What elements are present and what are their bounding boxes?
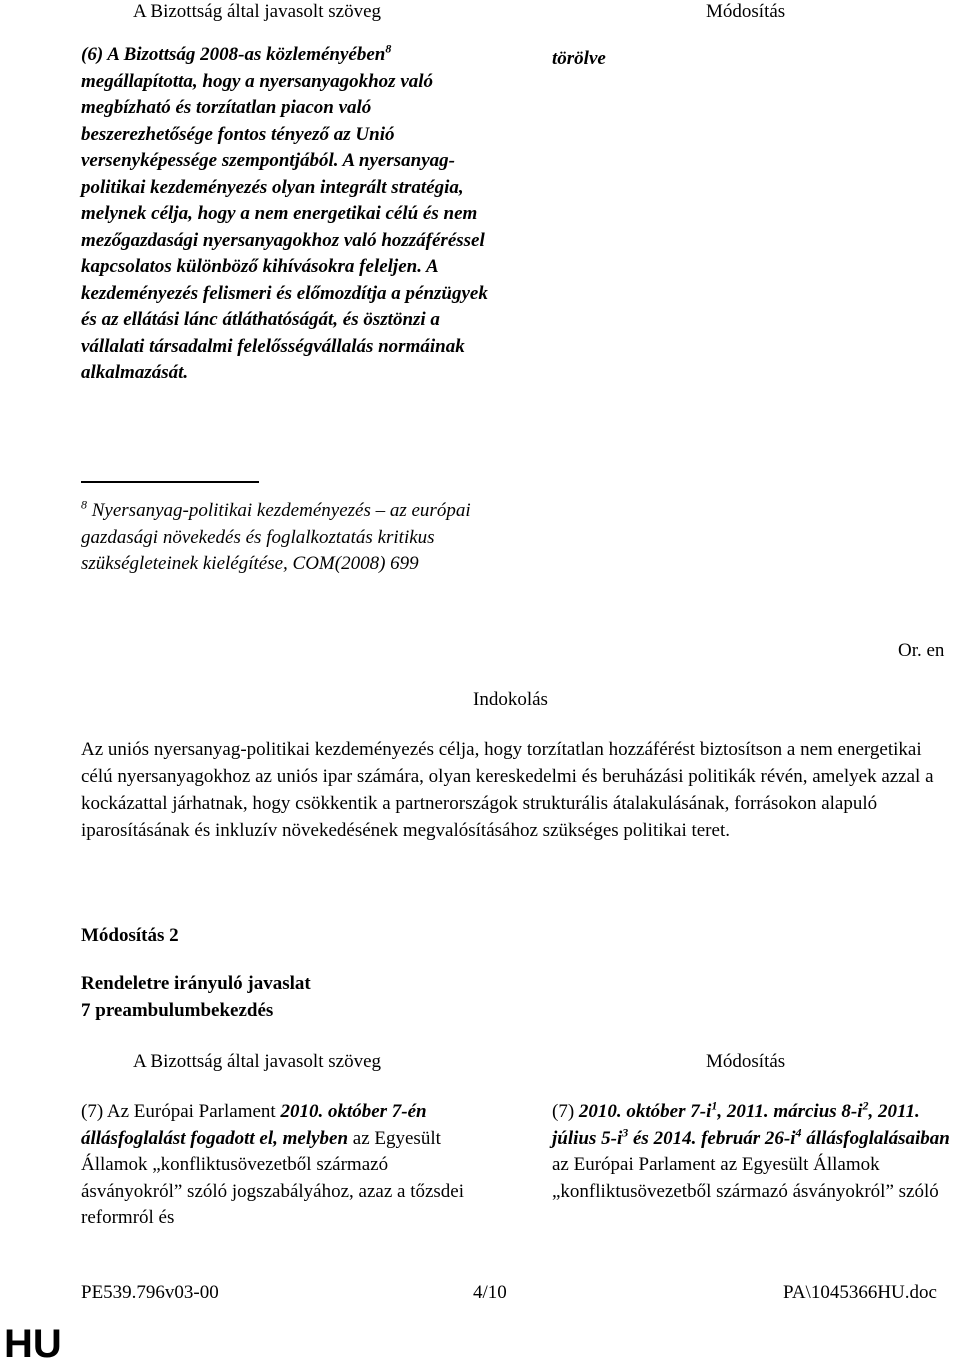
original-language: Or. en [898,640,945,661]
justification-text: Az uniós nyersanyag-politikai kezdeményezés célja, hogy torzítatlan hozzáférést biztosítson a nem energetikai célú nyersanyagokhoz az uniós ipar számára, olyan kereskedelmi és beruházási politikák révén, amelyek azzal a kockázattal járhatnak, hogy csökkentik a partnerországok strukturális átalakulásának, forrásokon alapuló iparosításának és inkluzív növekedésének megvalósításához szükséges politikai teret. [81,739,934,841]
right2-p2: 2010. október 7-i [578,1101,712,1122]
footer-page-number: 4/10 [473,1282,507,1303]
footnote-ref-8: 8 [385,41,392,56]
right2-p8: 2014. február 26-i [653,1127,796,1149]
justification-title: Indokolás [473,689,548,710]
right2-s4: 4 [795,1125,802,1140]
left-text-cont: megállapította, hogy a nyersanyagokhoz való megbízható és torzítatlan piacon való beszerezhetősége fontos tényező az Unió versenyképessége szempontjából. A nyersanyag-politikai kezdeményezés olyan integrált stratégia, melynek célja, hogy a nem energetikai célú és nem mezőgazdasági nyersanyagokhoz való hozzáféréssel kapcsolatos különböző kihívásokra feleljen. A kezdeményezés felismeri és előmozdítja a pénzügyek és az ellátási lánc átláthatóságát, és ösztönzi a vállalati társadalmi felelősségvállalás normáinak alkalmazását. [81,70,488,383]
right2-p5: , [868,1101,879,1122]
left2-p2: 2010. október 7-én állásfoglalást fogadott el, melyben [81,1101,427,1149]
table2-header-right: Módosítás [706,1051,786,1072]
left2-p1: (7) Az Európai Parlament [81,1101,281,1122]
table2-left-text [81,1099,491,1232]
amendment-recital: 7 preambulumbekezdés [81,1000,274,1021]
footnote-number: 8 [81,497,87,512]
footer-language-code: HU [4,1322,62,1366]
right2-s3: 3 [622,1125,629,1140]
right2-p10: állásfoglalásaiban [806,1127,950,1149]
amendment-title: Módosítás 2 [81,925,179,946]
table2-header-left: A Bizottság által javasolt szöveg [133,1051,382,1072]
left2-p3: az Egyesült Államok „konfliktusövezetből származó ásványokról” szóló jogszabályához, azaz a tőzsdei reformról és [81,1127,465,1228]
right2-p6: 2011. július 5-i [552,1101,920,1149]
table1-header-right: Módosítás [706,1,786,22]
right2-p3: , [717,1101,727,1122]
right2-p7: és [628,1127,654,1149]
right2-p1: (7) [552,1101,579,1122]
right2-s2: 2 [862,1098,869,1113]
amendment-proposal: Rendeletre irányuló javaslat [81,973,311,994]
footnote-text: Nyersanyag-politikai kezdeményezés – az európai gazdasági növekedés és foglalkoztatás kritikus szükségleteinek kielégítése, COM(2008) 699 [81,500,471,574]
table1-left-text [81,42,501,387]
footer-doc-code: PE539.796v03-00 [81,1282,219,1303]
right2-s1: 1 [711,1098,718,1113]
table1-header-left: A Bizottság által javasolt szöveg [133,1,382,22]
left-text-start: (6) A Bizottság 2008-as közleményében [81,44,386,65]
footer-file-name: PA\1045366HU.doc [783,1282,937,1303]
right2-p11: az Európai Parlament az Egyesült Államok „konfliktusövezetből származó ásványokról” szóló [552,1154,939,1202]
table1-right-text: törölve [552,48,606,69]
footnote-rule [81,481,259,483]
right2-p4: 2011. március 8-i [726,1101,863,1122]
table2-right-text [552,1099,952,1205]
footnote [81,498,481,578]
